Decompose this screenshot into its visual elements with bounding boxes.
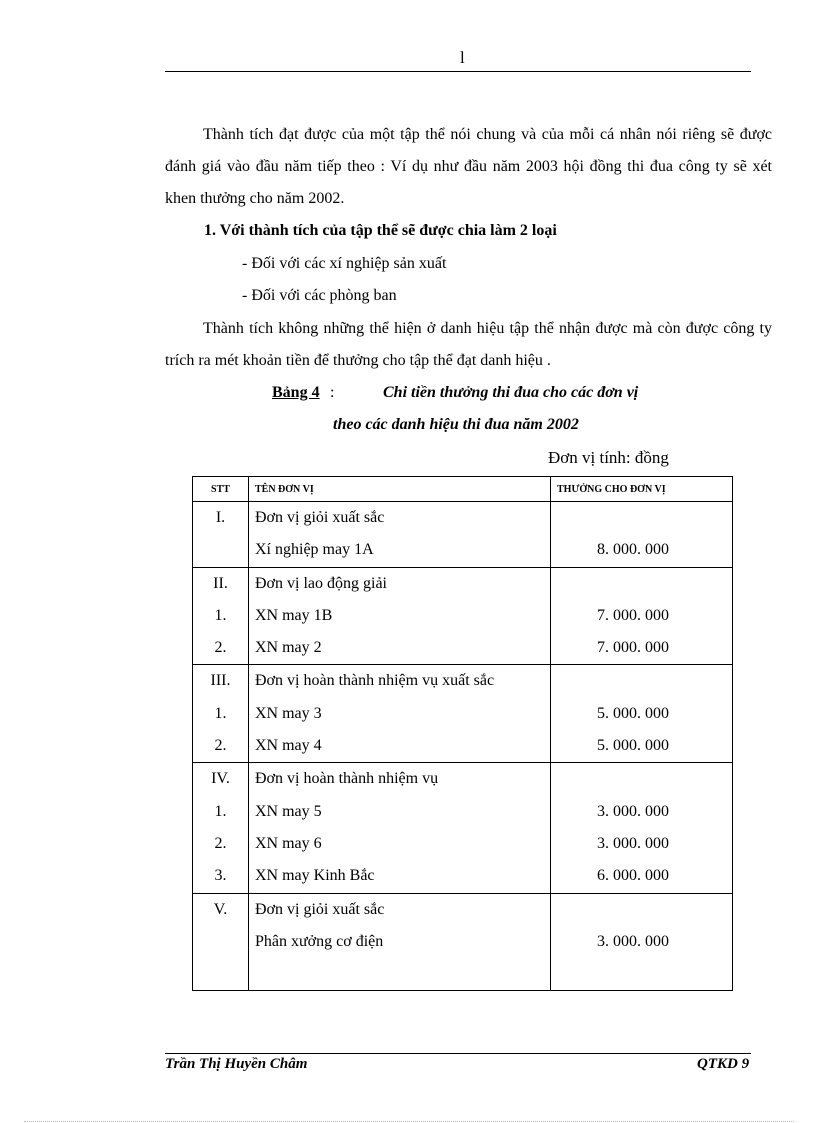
stt-value: 3. <box>214 867 227 885</box>
bullet-item: - Đối với các xí nghiệp sản xuất <box>242 255 447 272</box>
cell-award-amount <box>551 893 733 991</box>
unit-name <box>249 958 550 990</box>
table-caption-title-line1: Chi tiền thưởng thi đua cho các đơn vị <box>383 384 639 401</box>
award-amount <box>551 763 732 795</box>
table-caption-colon: : <box>330 384 335 401</box>
unit-name: Đơn vị giỏi xuất sắc <box>255 900 385 918</box>
table-header-row <box>193 477 733 502</box>
unit-name: XN may 1B <box>255 606 333 624</box>
stt-value: 1. <box>214 802 227 820</box>
footer-rule <box>165 1053 751 1054</box>
unit-name: XN may 4 <box>255 737 322 755</box>
table-row-group-3 <box>193 665 733 763</box>
header-stt: STT <box>193 477 249 502</box>
award-table <box>192 476 733 991</box>
award-amount: 7. 000. 000 <box>597 606 669 624</box>
table-row-group-4 <box>193 763 733 893</box>
unit-name: XN may 6 <box>255 834 322 852</box>
unit-name: Xí nghiệp may 1A <box>255 541 374 559</box>
paragraph-award <box>165 313 772 377</box>
stt-value: II. <box>213 574 228 592</box>
table-row-group-1 <box>193 502 733 568</box>
cell-award-amount <box>551 665 733 763</box>
page-number: l <box>460 48 465 67</box>
award-amount <box>551 958 732 990</box>
header-unit-name: TÊN ĐƠN VỊ <box>249 477 551 502</box>
award-amount: 3. 000. 000 <box>597 932 669 950</box>
table-caption-label: Bảng 4 <box>272 384 320 401</box>
cell-stt <box>193 893 249 991</box>
award-amount: 8. 000. 000 <box>597 541 669 559</box>
unit-name: Đơn vị giỏi xuất sắc <box>255 509 385 526</box>
section-heading: 1. Với thành tích của tập thể sẽ được chia làm 2 loại <box>204 222 557 239</box>
cell-unit-name <box>249 763 551 893</box>
footer-author: Trần Thị Huyền Châm <box>165 1056 308 1072</box>
cell-unit-name <box>249 502 551 568</box>
cell-award-amount <box>551 763 733 893</box>
cell-stt <box>193 665 249 763</box>
bullet-item: - Đối với các phòng ban <box>242 287 397 304</box>
paragraph-award-text: Thành tích không những thể hiện ở danh hiệu tập thể nhận được mà còn được công ty trích ra mét khoản tiền để thưởng cho tập thể đạt danh hiệu . <box>165 320 772 369</box>
award-amount <box>551 894 732 926</box>
stt-value <box>193 958 248 990</box>
stt-value <box>193 926 248 958</box>
table-row-group-2 <box>193 567 733 665</box>
cell-stt <box>193 763 249 893</box>
unit-name: XN may 2 <box>255 639 322 657</box>
unit-name: Đơn vị hoàn thành nhiệm vụ <box>255 770 439 788</box>
stt-value: I. <box>215 509 226 526</box>
paragraph-intro-text: Thành tích đạt được của một tập thể nói chung và của mỗi cá nhân nói riêng sẽ được đánh giá vào đầu năm tiếp theo : Ví dụ như đầu năm 2003 hội đồng thi đua công ty sẽ xét khen thưởng cho năm 2002. <box>165 126 772 207</box>
unit-name: Phân xưởng cơ điện <box>255 932 384 950</box>
award-amount: 6. 000. 000 <box>597 867 669 885</box>
cell-stt <box>193 567 249 665</box>
award-amount: 3. 000. 000 <box>597 802 669 820</box>
paragraph-intro <box>165 119 772 215</box>
table-unit-label: Đơn vị tính: đồng <box>548 448 669 467</box>
stt-value: 1. <box>214 606 227 624</box>
cell-award-amount <box>551 567 733 665</box>
award-amount <box>551 502 732 534</box>
stt-value: 2. <box>214 834 227 852</box>
cell-unit-name <box>249 567 551 665</box>
table-row-group-5 <box>193 893 733 991</box>
award-amount <box>551 665 732 697</box>
stt-value <box>193 534 248 566</box>
header-rule <box>165 71 751 72</box>
award-amount: 5. 000. 000 <box>597 737 669 755</box>
unit-name: XN may 3 <box>255 704 322 722</box>
unit-name: Đơn vị hoàn thành nhiệm vụ xuất sắc <box>255 672 495 690</box>
stt-value: 2. <box>214 639 227 657</box>
stt-value: III. <box>210 672 231 690</box>
stt-value: 1. <box>214 704 227 722</box>
stt-value: IV. <box>211 770 230 788</box>
award-amount: 5. 000. 000 <box>597 704 669 722</box>
stt-value: 2. <box>214 737 227 755</box>
cell-unit-name <box>249 665 551 763</box>
unit-name: XN may Kinh Bắc <box>255 867 375 885</box>
header-award-amount: THƯỞNG CHO ĐƠN VỊ <box>551 477 733 502</box>
unit-name: XN may 5 <box>255 802 322 820</box>
cell-award-amount <box>551 502 733 568</box>
award-amount <box>551 568 732 600</box>
page-bottom-border <box>24 1121 794 1122</box>
award-amount: 7. 000. 000 <box>597 639 669 657</box>
table-caption-title-line2: theo các danh hiệu thi đua năm 2002 <box>333 416 579 433</box>
unit-name: Đơn vị lao động giải <box>255 574 387 592</box>
cell-stt <box>193 502 249 568</box>
footer-class-code: QTKD 9 <box>697 1056 750 1072</box>
cell-unit-name <box>249 893 551 991</box>
stt-value: V. <box>213 900 228 918</box>
award-amount: 3. 000. 000 <box>597 834 669 852</box>
